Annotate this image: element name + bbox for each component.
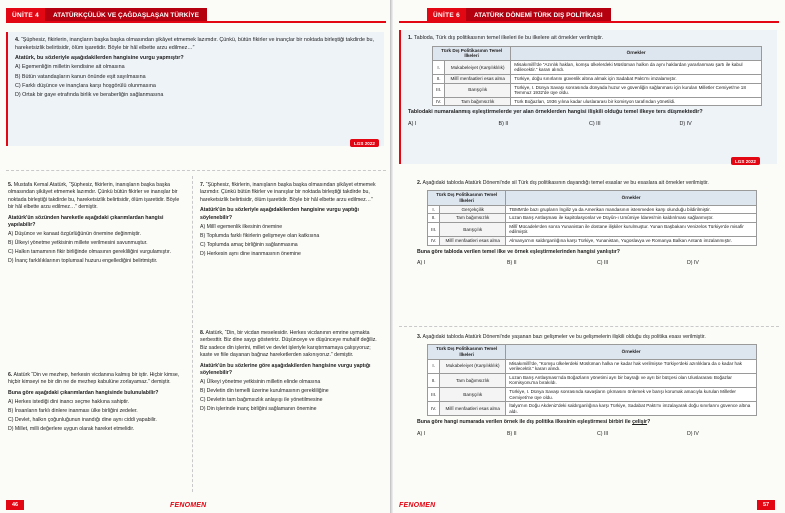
option-a[interactable]: A) I	[417, 259, 426, 266]
table-row	[433, 74, 762, 83]
question-stem: Tablodaki numaralanmış eşleştirmelerde yer alan örneklerden hangisi ilişkili olduğu temel ilkeye ters düşmektedir?	[408, 109, 703, 116]
row-principle: Millî menfaatleri esas alma	[440, 402, 506, 416]
row-principle: Barışçılık	[440, 387, 506, 401]
question-stem: Atatürk'ün sözünden hareketle aşağıdaki çıkarımlardan hangisi yapılabilir?	[8, 214, 164, 229]
option-c[interactable]: C) Devletin tam bağımsızlık anlayışı ile yönetilmesine	[200, 397, 323, 404]
option-d[interactable]: D) İnanç farklılıklarının toplumsal huzuru engellediğini belirtmiştir.	[8, 258, 158, 265]
row-example: Türkiye, I. Dünya Savaşı sonrasında savaşların çıkmasını önlemek ve barışı korumak amacıyla kurulan Milletler Cemiyeti'ne üye oldu.	[506, 387, 757, 401]
option-c[interactable]: C) Toplumda amaç birliğinin sağlanmasına	[200, 241, 298, 248]
row-example: Misakımillî'de, “Komşu ülkelerdeki Müslüman halka ne kadar hak verilmişse Türkiye'deki azınlıklara da o kadar hak verilecektir.” kararı alındı.	[506, 359, 757, 373]
principles-table	[432, 46, 762, 107]
option-b[interactable]: B) Bütün vatandaşların kanun önünde eşit sayılmasına	[15, 73, 146, 80]
question-stem-text: Buna göre hangi numarada verilen örnek ile dış politika ilkesinin eşleştirmesi birbiri ile	[417, 419, 633, 426]
left-page	[0, 0, 392, 513]
header-rule	[399, 21, 779, 23]
table-header-principle: Türk Dış Politikasının Temel İlkeleri	[428, 345, 506, 359]
row-number: III.	[428, 387, 440, 401]
option-d[interactable]: D) Millet, milli değerlere uygun olarak hareket etmelidir.	[8, 425, 135, 432]
question-stem: Atatürk, bu sözleriyle aşağıdakilerden hangisine vurgu yapmıştır?	[15, 55, 184, 62]
options-row	[417, 260, 777, 267]
option-b[interactable]: B) II	[507, 430, 517, 437]
table-row	[428, 402, 757, 416]
table-header-examples: Örnekler	[511, 46, 762, 60]
option-c[interactable]: C) Farklı düşünce ve inançlara karşı hoşgörülü olunmasına	[15, 82, 156, 89]
option-c[interactable]: C) Halkın tamamının fikir birliğinde olmasının gerekliliğini vurgulamıştır.	[8, 249, 171, 256]
question-6	[8, 372, 186, 433]
right-page	[393, 0, 785, 513]
unit-badge: ÜNİTE 4	[6, 8, 45, 22]
page-number: 57	[757, 500, 775, 510]
question-intro: Aşağıdaki tabloda Atatürk Dönemi'nde yaşanan bazı gelişmeler ve bu gelişmelerin ilişkili olduğu dış politika esası verilmiştir.	[422, 334, 706, 340]
row-example: Misakımillî'de “Azınlık hakları, komşu ülkelerdeki Müslüman halkın da aynı haklardan yararlanması şartı ile kabul edilecektir.” kararı alındı.	[511, 60, 762, 74]
option-a[interactable]: A) Millî egemenlik ilkesinin önemine	[200, 223, 283, 230]
row-number: III.	[433, 83, 445, 97]
row-number: II.	[428, 373, 440, 387]
row-example: Türkiye, doğu sınırlarını güvenlik altına almak için Sadabat Paktı'nı imzalamıştır.	[511, 74, 762, 83]
row-number: II.	[433, 74, 445, 83]
page-number: 46	[6, 500, 24, 510]
row-example: TBMM'de bazı grupların İngiliz ya da Amerikan mandasının istenmeden karşı olunduğu bildirilmiştir.	[506, 205, 757, 214]
option-d[interactable]: D) Herkesin aynı dine inanmasının önemine	[200, 250, 301, 257]
row-number: I.	[433, 60, 445, 74]
question-text: Atatürk “Din ve mezhep, herkesin vicdanına kalmış bir iştir. Hiçbir kimse, hiçbir kimseyi ne bir din ne de mezhep kabulüne zorlayamaz.” demiştir.	[8, 372, 180, 386]
question-stem-end: ?	[647, 419, 651, 426]
table-row	[433, 97, 762, 106]
question-number: 4.	[15, 37, 20, 43]
table-row	[428, 387, 757, 401]
publisher-logo: FENOMEN	[399, 502, 436, 509]
table-row	[433, 83, 762, 97]
table-header-examples: Örnekler	[506, 191, 757, 205]
row-principle: Millî menfaatleri esas alma	[445, 74, 511, 83]
question-text: “Şüphesiz, fikirlerin, inanışların başka başka olmasından şikâyet etmemek lazımdır. Çünkü bütün fikirler ve inanışlar bir noktada birleştiği takdirde bu, hareketsizlik belirtisidir, ölüm işaretidir. Böyle bir hâl elbette arzu edilmez…”	[200, 182, 376, 203]
row-example: Türk Boğazları, 1936 yılına kadar uluslararası bir komisyon tarafından yönetildi.	[511, 97, 762, 106]
row-number: III.	[428, 222, 440, 236]
question-number: 3.	[417, 334, 422, 340]
question-stem	[417, 419, 777, 426]
header-rule	[6, 21, 386, 23]
row-example: Almanya'nın saldırganlığına karşı Türkiye, Yunanistan, Yugoslavya ve Romanya Balkan Antantı imzalanmıştır.	[506, 236, 757, 245]
option-d[interactable]: D) IV	[679, 120, 692, 127]
row-number: IV.	[428, 402, 440, 416]
option-c[interactable]: C) III	[597, 259, 609, 266]
column-divider	[192, 176, 193, 492]
options-row	[417, 431, 777, 438]
question-7	[200, 182, 382, 258]
table-row	[428, 205, 757, 214]
question-number: 1.	[408, 35, 413, 41]
row-principle: Mukabeleiyet (Karşılıklılık)	[440, 359, 506, 373]
option-b[interactable]: B) II	[498, 120, 509, 127]
row-number: I.	[428, 359, 440, 373]
question-stem: Buna göre tabloda verilen temel ilke ve örnek eşleştirmelerinden hangisi yanlıştır?	[417, 248, 620, 255]
unit-badge: ÜNİTE 6	[427, 8, 466, 22]
table-row	[428, 373, 757, 387]
option-b[interactable]: B) Ülkeyi yönetme yetkisinin millete verilmesini savunmuştur.	[8, 240, 148, 247]
table-header-principle: Türk Dış Politikasının Temel İlkeleri	[428, 191, 506, 205]
question-number: 6.	[8, 372, 13, 378]
option-b[interactable]: B) Devletin din temelli üzerine kurulmasının gerekliliğine	[200, 388, 329, 395]
row-principle: Tam bağımsızlık	[440, 214, 506, 223]
table-row	[428, 236, 757, 245]
row-number: IV.	[433, 97, 445, 106]
row-principle: Mukabeleiyet (Karşılıklılık)	[445, 60, 511, 74]
question-1	[399, 30, 777, 164]
option-a[interactable]: A) Egemenliğin milletin kendisine ait olmasına	[15, 64, 125, 71]
option-a[interactable]: A) Düşünce ve kanaat özgürlüğünün önemine değinmiştir.	[8, 231, 141, 238]
divider	[399, 326, 779, 327]
unit-header	[427, 8, 611, 22]
question-8	[200, 330, 382, 413]
option-c[interactable]: C) III	[589, 120, 601, 127]
question-number: 7.	[200, 182, 205, 188]
unit-header	[6, 8, 207, 22]
option-a[interactable]: A) I	[408, 120, 417, 127]
option-c[interactable]: C) III	[597, 430, 609, 437]
row-example: Lozan Barış Antlaşması ile kapitülasyonlar ve Düyûn-ı Umûmiye İdaresi'nin kaldırılması sağlanmıştır.	[506, 214, 757, 223]
option-b[interactable]: B) Toplumda farklı fikirlerin gelişmeye olan katkısına	[200, 232, 320, 239]
question-stem: Atatürk'ün bu sözlerine göre aşağıdakilerden hangisine vurgu yaptığı söylenebilir?	[200, 362, 371, 377]
option-b[interactable]: B) İnsanların farklı dinlere inanması ülke birliğini zedeler.	[8, 407, 138, 414]
question-4	[6, 32, 384, 146]
question-number: 5.	[8, 182, 13, 188]
question-text: Mustafa Kemal Atatürk, “Şüphesiz, fikirlerin, inanışların başka başka olmasından şikâyet etmemek lazımdır. Çünkü bütün fikirler ve inanışlar bir noktada birleştiği takdirde bu, hareketsizlik belirtisidir, ölüm işaretidir. Böyle bir hâl elbette arzu edilmez…” demiştir.	[8, 182, 180, 211]
option-d[interactable]: D) IV	[687, 259, 699, 266]
row-number: IV.	[428, 236, 440, 245]
row-principle: Gerçekçilik	[440, 205, 506, 214]
row-number: I.	[428, 205, 440, 214]
option-d[interactable]: D) IV	[687, 430, 699, 437]
row-example: Lozan Barış Antlaşması'nda Boğazların yönetimi ayrı bir bayrağı ve ayrı bir bütçesi olan Uluslararası Boğazlar Komisyonu'na bırakıldı.	[506, 373, 757, 387]
table-header-examples: Örnekler	[506, 345, 757, 359]
table-row	[433, 60, 762, 74]
question-stem: Atatürk'ün bu sözleriyle aşağıdakilerden hangisine vurgu yaptığı söylenebilir?	[200, 207, 359, 221]
unit-title: ATATÜRKÇÜLÜK VE ÇAĞDAŞLAŞAN TÜRKİYE	[45, 8, 207, 22]
row-principle: Tam bağımsızlık	[445, 97, 511, 106]
options-row	[408, 121, 770, 129]
question-number: 2.	[417, 180, 422, 186]
option-a[interactable]: A) Herkes istediği dini inancı seçme hakkına sahiptir.	[8, 398, 130, 405]
row-example: Millî Mücadele'den sonra Yunanistan ile dostane ilişkiler kurulmuştur. Yunan Başbakanı Venizelos Türkiye'de misafir edilmiştir.	[506, 222, 757, 236]
principles-table	[427, 190, 757, 245]
option-d[interactable]: D) Ortak bir gaye etrafında birlik ve beraberliğin sağlanmasına	[15, 91, 164, 98]
divider	[6, 170, 386, 171]
option-a[interactable]: A) Ülkeyi yönetme yetkisinin milletin elinde olmasına	[200, 379, 321, 386]
table-header-principle: Türk Dış Politikasının Temel İlkeleri	[433, 46, 511, 60]
table-row	[428, 359, 757, 373]
option-d[interactable]: D) Din işlerinde inanç birliğini sağlamanın önemine	[200, 406, 317, 413]
question-3	[417, 334, 777, 438]
question-stem-emphasis: çelişir	[632, 419, 648, 426]
row-principle: Millî menfaatleri esas alma	[440, 236, 506, 245]
row-principle: Barışçılık	[440, 222, 506, 236]
table-row	[428, 222, 757, 236]
question-intro: Aşağıdaki tabloda Atatürk Dönemi'nde sil Türk dış politikasının dayandığı temel esaslar ve bu esaslara ait örnekler verilmiştir.	[422, 180, 709, 186]
row-example: Türkiye, I. Dünya Savaşı sonrasında dünyada huzur ve güvenliğin sağlanması için kurulan Milletler Cemiyeti'ne 18 Temmuz 1932'de üye oldu.	[511, 83, 762, 97]
row-principle: Barışçılık	[445, 83, 511, 97]
option-c[interactable]: C) Devlet, halkın çoğunluğunun inandığı dine aynı ciddi yapabilir.	[8, 416, 157, 423]
row-example: İtalya'nın Doğu Akdeniz'deki saldırganlığına karşı Türkiye, Sadabat Paktı'nı imzalayarak doğu sınırlarını güvence altına aldı.	[506, 402, 757, 416]
question-2	[417, 180, 777, 267]
row-number: II.	[428, 214, 440, 223]
row-principle: Tam bağımsızlık	[440, 373, 506, 387]
question-text: “Şüphesiz, fikirlerin, inançların başka başka olmasından şikâyet etmemek lazımdır. Çünkü, bütün fikirler ve inançlar bir noktada birleştiği takdirde bu, hareketsizlik belirtisidir, ölüm işaretidir. Böyle bir hâl elbette arzu edilmez…”	[15, 37, 374, 51]
option-b[interactable]: B) II	[507, 259, 517, 266]
option-a[interactable]: A) I	[417, 430, 426, 437]
lgs-tag: LGS 2022	[350, 139, 379, 147]
table-row	[428, 214, 757, 223]
unit-title: ATATÜRK DÖNEMİ TÜRK DIŞ POLİTİKASI	[466, 8, 611, 22]
principles-table	[427, 344, 757, 416]
publisher-logo: FENOMEN	[170, 502, 207, 509]
question-intro: Tabloda, Türk dış politikasının temel ilkeleri ile bu ilkelere ait örnekler verilmiştir.	[413, 35, 604, 41]
lgs-tag: LGS 2022	[731, 157, 760, 165]
question-number: 8.	[200, 330, 205, 336]
question-5	[8, 182, 186, 265]
question-stem: Buna göre aşağıdaki çıkarımlardan hangisinde bulunulabilir?	[8, 389, 159, 396]
question-text: Atatürk, “Din, bir vicdan meselesidir. Herkes vicdanının emrine uymakta serbesttir. Biz dine saygı gösteririz. Düşünceye ve düşünceye muhalif değiliz. Biz sadece din işlerini, millet ve devlet işleriyle karıştırmamaya çalışıyoruz; kaste ve fiile dayanan bağnaz hareketlerden sakınıyoruz.” demiştir.	[200, 330, 377, 359]
